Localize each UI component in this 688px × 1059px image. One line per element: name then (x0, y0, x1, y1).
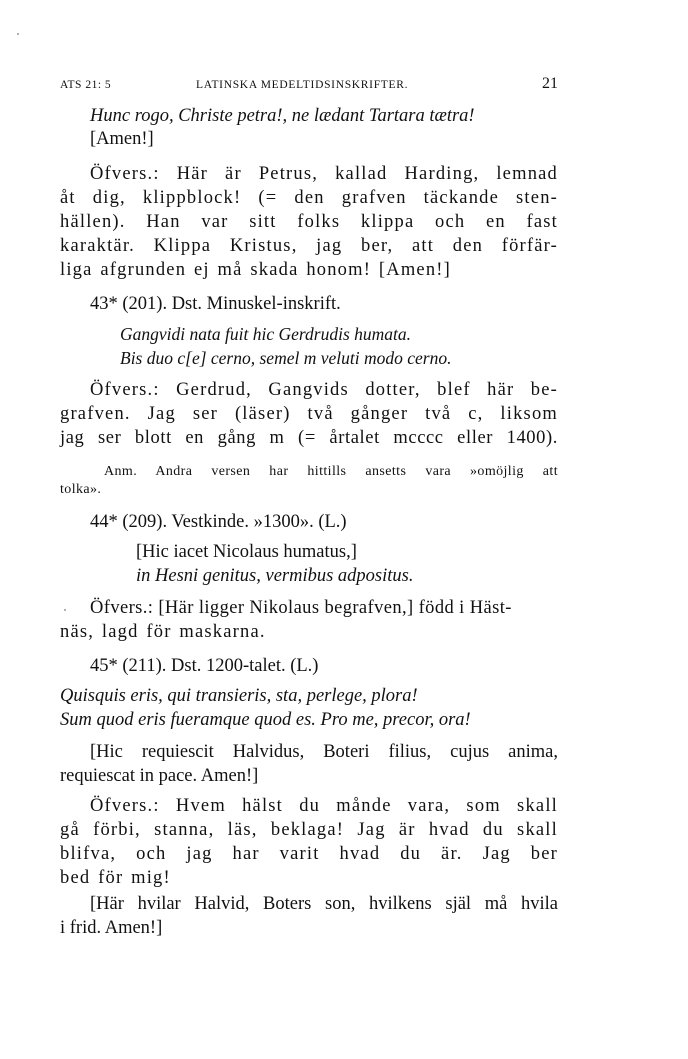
scan-speck (64, 609, 66, 611)
latin-verse-line: [Amen!] (90, 129, 154, 149)
translation-line: gå förbi, stanna, läs, beklaga! Jag är hvad du skall (60, 820, 558, 840)
latin-verse-line: Sum quod eris fueramque quod es. Pro me, precor, ora! (60, 710, 471, 730)
running-header (60, 75, 558, 95)
latin-verse-line: Quisquis eris, qui transieris, sta, perlege, plora! (60, 686, 418, 706)
translation-line: Öfvers.: Här är Petrus, kallad Harding, lemnad (90, 164, 558, 184)
entry-heading: 44* (209). Vestkinde. »1300». (L.) (90, 512, 347, 532)
latin-verse-line: [Hic iacet Nicolaus humatus,] (136, 542, 357, 562)
translation-line: grafven. Jag ser (läser) två gånger två c, liksom (60, 404, 558, 424)
translation-line: bed för mig! (60, 868, 171, 888)
entry-heading: 45* (211). Dst. 1200-talet. (L.) (90, 656, 319, 676)
translation-line: liga afgrunden ej må skada honom! [Amen!] (60, 260, 452, 280)
translation-line: [Här hvilar Halvid, Boters son, hvilkens själ må hvila (90, 894, 558, 914)
translation-line: åt dig, klippblock! (= den grafven täckande sten- (60, 188, 558, 208)
entry-heading: 43* (201). Dst. Minuskel-inskrift. (90, 294, 341, 314)
translation-line: näs, lagd för maskarna. (60, 622, 266, 642)
latin-verse-line: in Hesni genitus, vermibus adpositus. (136, 566, 414, 586)
translation-line: jag ser blott en gång m (= årtalet mcccc eller 1400). (60, 428, 558, 448)
translation-line: blifva, och jag har varit hvad du är. Jag ber (60, 844, 558, 864)
translation-line: karaktär. Klippa Kristus, jag ber, att den förfär- (60, 236, 558, 256)
header-reference: ATS 21: 5 (60, 79, 112, 91)
annotation-line: tolka». (60, 482, 102, 497)
translation-line: hällen). Han var sitt folks klippa och en fast (60, 212, 558, 232)
translation-line: Öfvers.: Hvem hälst du månde vara, som skall (90, 796, 558, 816)
latin-text-line: [Hic requiescit Halvidus, Boteri filius, cujus anima, (90, 742, 558, 762)
translation-line: Öfvers.: [Här ligger Nikolaus begrafven,] född i Häst- (90, 598, 512, 618)
latin-verse-line: Gangvidi nata fuit hic Gerdrudis humata. (120, 324, 412, 344)
scan-speck (17, 33, 19, 35)
translation-line: Öfvers.: Gerdrud, Gangvids dotter, blef här be- (90, 380, 558, 400)
latin-verse-line: Bis duo c[e] cerno, semel m veluti modo cerno. (120, 348, 452, 368)
annotation-line: Anm. Andra versen har hittills ansetts vara »omöjlig att (104, 464, 558, 479)
latin-verse-line: Hunc rogo, Christe petra!, ne lædant Tartara tætra! (90, 106, 475, 126)
latin-text-line: requiescat in pace. Amen!] (60, 766, 259, 786)
header-title: LATINSKA MEDELTIDSINSKRIFTER. (196, 79, 409, 91)
page-number: 21 (542, 75, 558, 92)
translation-line: i frid. Amen!] (60, 918, 163, 938)
